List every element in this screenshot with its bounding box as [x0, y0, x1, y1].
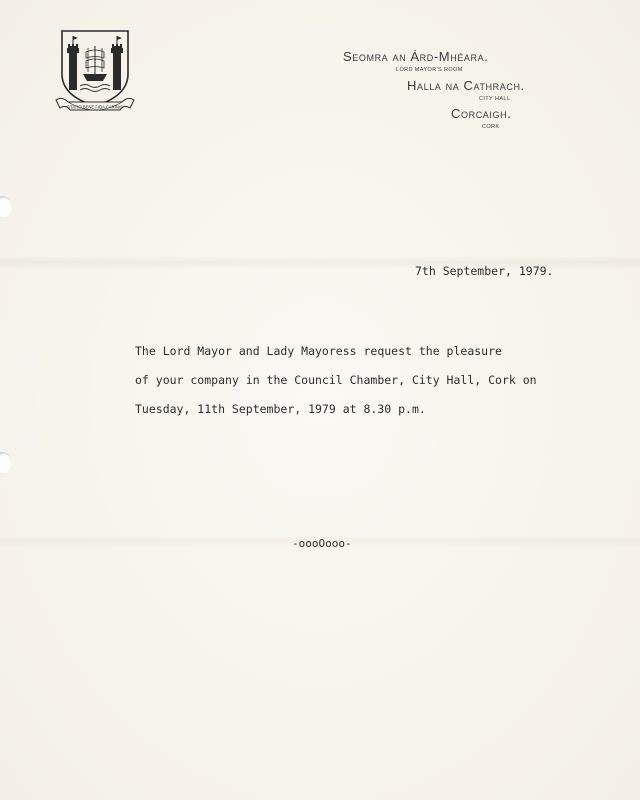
- letterhead-room-english: LORD MAYOR'S ROOM: [396, 67, 463, 73]
- letterhead-room-irish: Seomra an Árd-Mhéara.: [343, 49, 489, 64]
- body-line: of your company in the Council Chamber, City Hall, Cork on: [135, 373, 537, 387]
- letterhead: [0, 0, 640, 150]
- body-line: Tuesday, 11th September, 1979 at 8.30 p.m.: [135, 402, 426, 416]
- letterhead-city-irish: Corcaigh.: [451, 106, 512, 121]
- letterhead-hall-english: CITY HALL: [479, 96, 511, 102]
- closing-separator: -oooOooo-: [292, 537, 352, 550]
- body-line: The Lord Mayor and Lady Mayoress request the pleasure: [135, 344, 502, 358]
- letter-date: 7th September, 1979.: [415, 264, 554, 278]
- letterhead-hall-irish: Halla na Cathrach.: [407, 78, 525, 93]
- punch-hole: [0, 452, 12, 474]
- invitation-body: [135, 337, 555, 424]
- punch-hole: [0, 196, 12, 218]
- crest-motto: STATIO BENE FIDA CARINIS: [67, 104, 123, 110]
- letterhead-city-english: CORK: [482, 124, 500, 130]
